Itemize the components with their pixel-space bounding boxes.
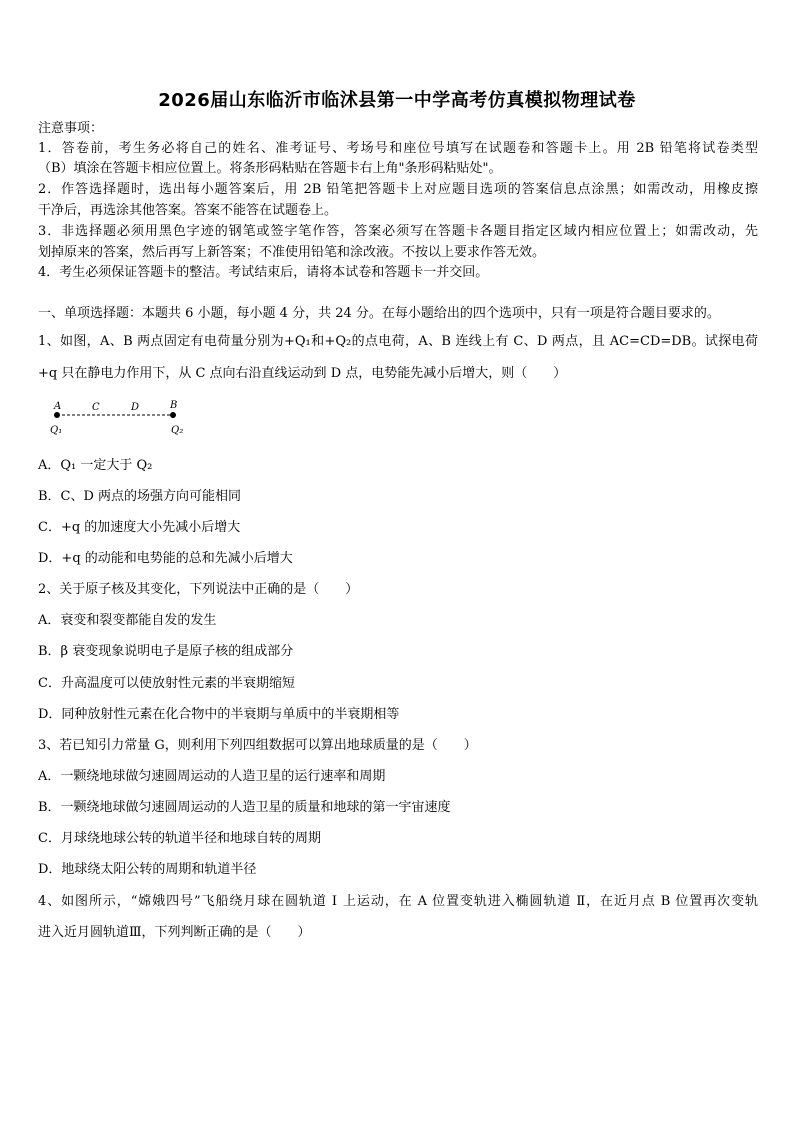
notice-heading: 注意事项： bbox=[38, 121, 104, 136]
q2-stem: 2、关于原子核及其变化，下列说法中正确的是（ ） bbox=[38, 582, 359, 597]
q2-option-d: D．同种放射性元素在化合物中的半衰期与单质中的半衰期相等 bbox=[38, 707, 400, 722]
label-q1: Q₁ bbox=[50, 425, 63, 436]
q3-option-b: B．一颗绕地球做匀速圆周运动的人造卫星的质量和地球的第一宇宙速度 bbox=[38, 800, 451, 815]
q1-option-c: C．+q 的加速度大小先减小后增大 bbox=[38, 520, 241, 535]
q1-option-d: D．+q 的动能和电势能的总和先减小后增大 bbox=[38, 551, 293, 566]
notice-line: 划掉原来的答案，然后再写上新答案；不准使用铅笔和涂改液。不按以上要求作答无效。 bbox=[38, 245, 546, 260]
notice-line: 3．非选择题必须用黑色字迹的钢笔或签字笔作答，答案必须写在答题卡各题目指定区域内相应位置上；如需改动，先 bbox=[38, 224, 758, 239]
q1-option-b: B．C、D 两点的场强方向可能相同 bbox=[38, 489, 242, 504]
exam-title: 2026届山东临沂市临沭县第一中学高考仿真模拟物理试卷 bbox=[158, 90, 636, 111]
notice-line: （B）填涂在答题卡相应位置上。将条形码粘贴在答题卡右上角"条形码粘贴处"。 bbox=[38, 161, 502, 176]
label-b: B bbox=[170, 400, 178, 411]
q1-stem-line1: 1、如图，A、B 两点固定有电荷量分别为+Q₁和+Q₂的点电荷，A、B 连线上有 C、D 两点，且 AC=CD=DB。试探电荷 bbox=[38, 334, 758, 349]
q3-option-d: D．地球绕太阳公转的周期和轨道半径 bbox=[38, 862, 257, 877]
label-d: D bbox=[131, 402, 140, 413]
section-heading: 一、单项选择题：本题共 6 小题，每小题 4 分，共 24 分。在每小题给出的四个选项中，只有一项是符合题目要求的。 bbox=[38, 306, 720, 321]
point-a-dot bbox=[54, 412, 60, 418]
notice-line: 干净后，再选涂其他答案。答案不能答在试题卷上。 bbox=[38, 203, 338, 218]
label-c: C bbox=[92, 402, 100, 413]
label-a: A bbox=[54, 401, 62, 412]
q2-option-b: B．β 衰变现象说明电子是原子核的组成部分 bbox=[38, 644, 294, 659]
notice-line: 4．考生必须保证答题卡的整洁。考试结束后，请将本试卷和答题卡一并交回。 bbox=[38, 265, 489, 280]
notice-line: 2．作答选择题时，选出每小题答案后，用 2B 铅笔把答题卡上对应题目选项的答案信息点涂黑；如需改动，用橡皮擦 bbox=[38, 182, 758, 197]
q3-stem: 3、若已知引力常量 G，则利用下列四组数据可以算出地球质量的是（ ） bbox=[38, 738, 477, 753]
q1-option-a: A．Q₁ 一定大于 Q₂ bbox=[38, 458, 153, 473]
q2-option-a: A．衰变和裂变都能自发的发生 bbox=[38, 613, 217, 628]
q1-charge-diagram bbox=[44, 398, 204, 438]
q4-stem-line2: 进入近月圆轨道Ⅲ，下列判断正确的是（ ） bbox=[38, 925, 311, 940]
q3-option-a: A．一颗绕地球做匀速圆周运动的人造卫星的运行速率和周期 bbox=[38, 769, 386, 784]
q4-stem-line1: 4、如图所示，“嫦娥四号”飞船绕月球在圆轨道 Ⅰ 上运动，在 A 位置变轨进入椭圆轨道 Ⅱ，在近月点 B 位置再次变轨 bbox=[38, 894, 758, 909]
q3-option-c: C．月球绕地球公转的轨道半径和地球自转的周期 bbox=[38, 831, 321, 846]
point-b-dot bbox=[170, 412, 176, 418]
notice-line: 1．答卷前，考生务必将自己的姓名、准考证号、考场号和座位号填写在试题卷和答题卡上。用 2B 铅笔将试卷类型 bbox=[38, 141, 758, 156]
q2-option-c: C．升高温度可以使放射性元素的半衰期缩短 bbox=[38, 676, 295, 691]
label-q2: Q₂ bbox=[171, 425, 184, 436]
q1-stem-line2: +q 只在静电力作用下，从 C 点向右沿直线运动到 D 点，电势能先减小后增大，则（ ） bbox=[38, 366, 567, 381]
